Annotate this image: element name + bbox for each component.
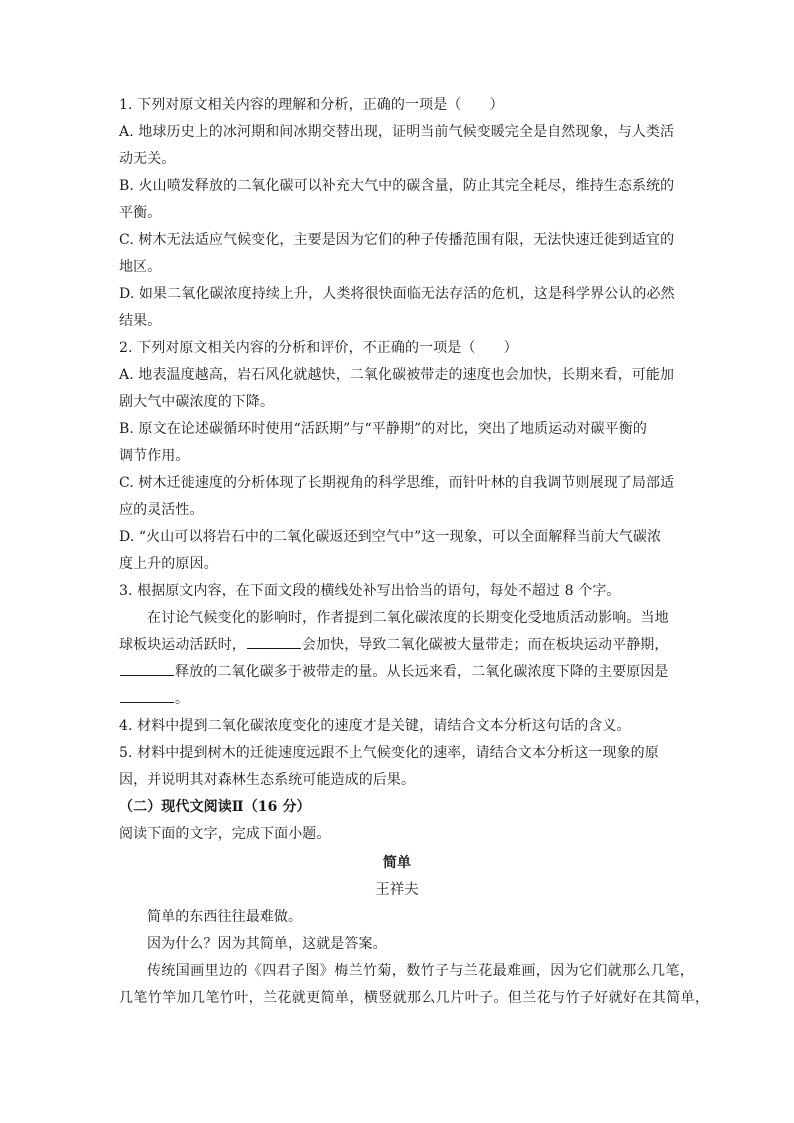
question-2-stem: 2. 下列对原文相关内容的分析和评价，不正确的一项是（ ） <box>119 340 518 356</box>
option-c-line-2: 应的灵活性。 <box>119 502 204 518</box>
option-d-line-1: D. 如果二氧化碳浓度持续上升，人类将很快面临无法存活的危机，这是科学界公认的必然 <box>119 286 675 302</box>
fill-blank-1[interactable] <box>247 634 301 649</box>
question-5 <box>119 740 675 794</box>
option-c-line-1: C. 树木无法适应气候变化，主要是因为它们的种子传播范围有限，无法快速迁徙到适宜的 <box>119 232 675 248</box>
question-1-stem: 1. 下列对原文相关内容的理解和分析，正确的一项是（ ） <box>119 97 504 113</box>
question-1 <box>119 92 675 335</box>
document-page <box>119 92 710 1012</box>
article-paragraph-2: 因为什么？因为其简单，这就是答案。 <box>147 936 387 952</box>
question-3-passage-line-2 <box>119 632 675 659</box>
question-3-passage-line-4 <box>119 686 675 713</box>
passage-text: 释放的二氧化碳多于被带走的量。从长远来看，二氧化碳浓度下降的主要原因是 <box>175 664 669 680</box>
option-d-line-2: 度上升的原因。 <box>119 556 218 572</box>
option-b-line-2: 调节作用。 <box>119 448 190 464</box>
fill-blank-3[interactable] <box>120 688 174 703</box>
passage-text: 球板块运动活跃时， <box>119 637 246 653</box>
option-b-line-1: B. 原文在论述碳循环时使用“活跃期”与“平静期”的对比，突出了地质运动对碳平衡的 <box>119 421 647 437</box>
article-title: 简单 <box>382 855 412 871</box>
section-instruction: 阅读下面的文字，完成下面小题。 <box>119 826 331 842</box>
question-4-stem: 4. 材料中提到二氧化碳浓度变化的速度才是关键，请结合文本分析这句话的含义。 <box>119 718 631 734</box>
question-5-line-1: 5. 材料中提到树木的迁徙速度远跟不上气候变化的速率，请结合文本分析这一现象的原 <box>119 745 659 761</box>
option-d-line-2: 结果。 <box>119 313 162 329</box>
passage-text: 。 <box>175 691 190 707</box>
option-a-line-2: 剧大气中碳浓度的下降。 <box>119 394 275 410</box>
article-paragraph-1: 简单的东西往往最难做。 <box>147 909 303 925</box>
article-paragraph-3-line-1: 传统国画里边的《四君子图》梅兰竹菊，数竹子与兰花最难画，因为它们就那么几笔， <box>147 963 695 979</box>
option-c-line-2: 地区。 <box>119 259 162 275</box>
article-paragraph-3-line-2: 几笔竹竿加几笔竹叶，兰花就更简单，横竖就那么几片叶子。但兰花与竹子好就好在其简单， <box>119 990 710 1006</box>
option-b-line-2: 平衡。 <box>119 205 162 221</box>
question-3 <box>119 578 675 713</box>
question-2 <box>119 335 675 578</box>
question-3-passage-line-3 <box>119 659 675 686</box>
section-heading: （二）现代文阅读Ⅱ（16 分） <box>119 799 311 815</box>
option-a-line-1: A. 地表温度越高，岩石风化就越快，二氧化碳被带走的速度也会加快，长期来看，可能加 <box>119 367 675 383</box>
question-3-stem: 3. 根据原文内容，在下面文段的横线处补写出恰当的语句，每处不超过 8 个字。 <box>119 583 621 599</box>
option-b-line-1: B. 火山喷发释放的二氧化碳可以补充大气中的碳含量，防止其完全耗尽，维持生态系统的 <box>119 178 675 194</box>
passage-text: 会加快，导致二氧化碳被大量带走；而在板块运动平静期， <box>301 637 669 653</box>
article <box>119 850 710 1012</box>
question-5-line-2: 因，并说明其对森林生态系统可能造成的后果。 <box>119 772 416 788</box>
option-a-line-1: A. 地球历史上的冰河期和间冰期交替出现，证明当前气候变暖完全是自然现象，与人类活 <box>119 124 675 140</box>
option-c-line-1: C. 树木迁徙速度的分析体现了长期视角的科学思维，而针叶林的自我调节则展现了局部适 <box>119 475 675 491</box>
fill-blank-2[interactable] <box>120 661 174 676</box>
question-3-passage-line-1: 在讨论气候变化的影响时，作者提到二氧化碳浓度的长期变化受地质活动影响。当地 <box>147 610 669 626</box>
option-d-line-1: D. “火山可以将岩石中的二氧化碳返还到空气中”这一现象，可以全面解释当前大气碳浓 <box>119 529 662 545</box>
article-author: 王祥夫 <box>375 882 419 898</box>
option-a-line-2: 动无关。 <box>119 151 176 167</box>
